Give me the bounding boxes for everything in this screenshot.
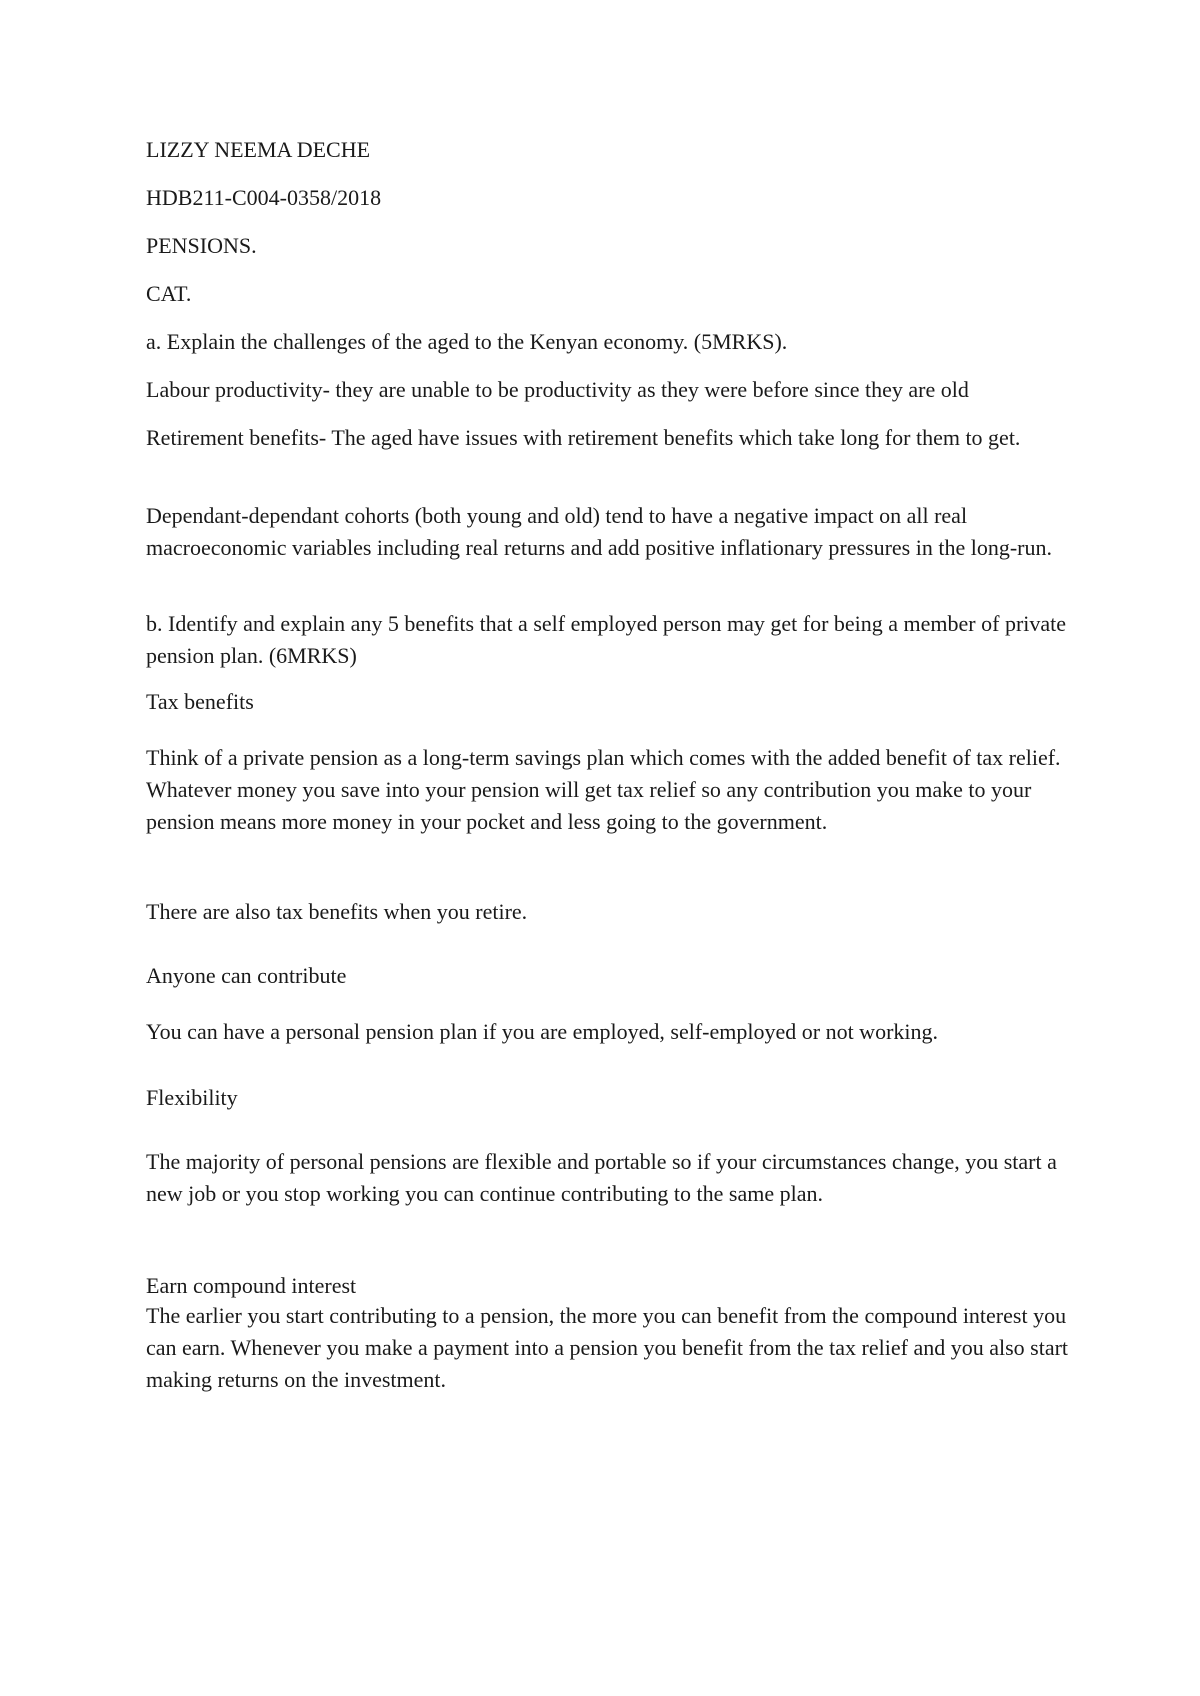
benefit-heading-tax: Tax benefits bbox=[146, 689, 254, 714]
benefit-heading-anyone: Anyone can contribute bbox=[146, 963, 347, 988]
benefit-heading-compound: Earn compound interest bbox=[146, 1273, 357, 1298]
benefit-heading-flexibility: Flexibility bbox=[146, 1085, 238, 1110]
answer-labour-productivity: Labour productivity- they are unable to be productivity as they were before since they are old bbox=[146, 377, 969, 402]
registration-number: HDB211-C004-0358/2018 bbox=[146, 185, 382, 210]
benefit-body-anyone: You can have a personal pension plan if you are employed, self-employed or not working. bbox=[146, 1019, 939, 1044]
question-b-prompt: b. Identify and explain any 5 benefits that a self employed person may get for being a member of private pension plan. (6MRKS) bbox=[146, 611, 1067, 668]
benefit-body-flexibility: The majority of personal pensions are flexible and portable so if your circumstances change, you start a new job or you stop working you can continue contributing to the same plan. bbox=[146, 1149, 1057, 1206]
answer-retirement-benefits: Retirement benefits- The aged have issues with retirement benefits which take long for them to get. bbox=[146, 425, 1021, 450]
benefit-body-tax: Think of a private pension as a long-term savings plan which comes with the added benefit of tax relief. Whatever money you save into your pension will get tax relief so any contribution you make to your pension means more money in your pocket and less going to the government. bbox=[146, 745, 1061, 834]
student-name: LIZZY NEEMA DECHE bbox=[146, 137, 371, 162]
benefit-extra-tax: There are also tax benefits when you retire. bbox=[146, 899, 528, 924]
unit-title: PENSIONS. bbox=[146, 233, 257, 258]
assessment-title: CAT. bbox=[146, 281, 192, 306]
benefit-body-compound: The earlier you start contributing to a pension, the more you can benefit from the compound interest you can earn. Whenever you make a payment into a pension you benefit from the tax relief and you also start making returns on the investment. bbox=[146, 1303, 1069, 1392]
question-a-prompt: a. Explain the challenges of the aged to the Kenyan economy. (5MRKS). bbox=[146, 329, 788, 354]
answer-dependant-cohorts: Dependant-dependant cohorts (both young and old) tend to have a negative impact on all real macroeconomic variables including real returns and add positive inflationary pressures in the long-run. bbox=[146, 503, 1052, 560]
